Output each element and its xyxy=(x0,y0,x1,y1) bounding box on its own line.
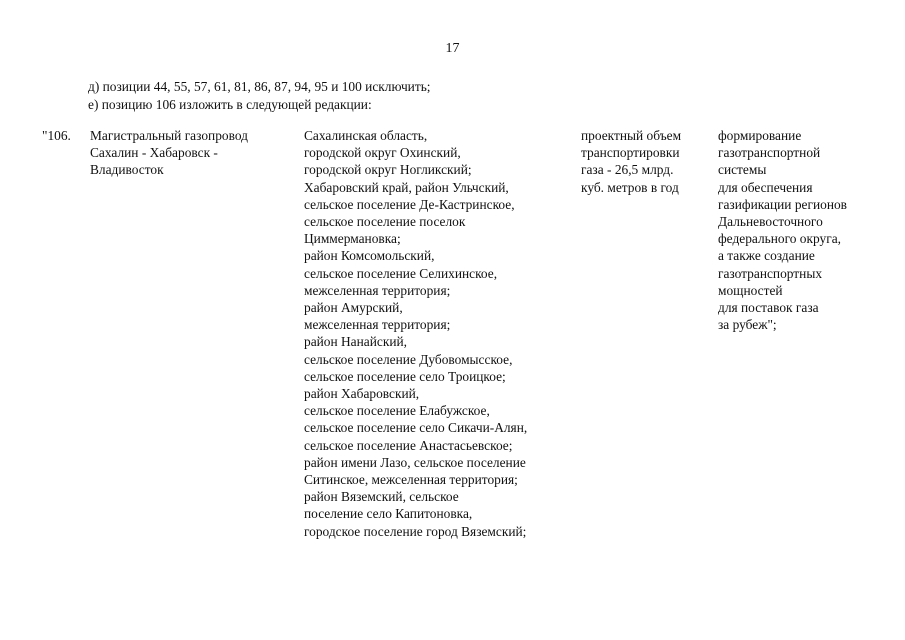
entry-location-line: район Хабаровский, xyxy=(304,386,420,402)
entry-location-line: Циммермановка; xyxy=(304,231,401,247)
entry-location-line: сельское поселение Де-Кастринское, xyxy=(304,196,515,212)
entry-location-line: сельское поселение Селихинское, xyxy=(304,265,498,281)
entry-capacity-line: проектный объем xyxy=(581,128,682,143)
entry-capacity-line: газа - 26,5 млрд. xyxy=(581,162,674,178)
entry-name-line: Сахалин - Хабаровск - xyxy=(90,145,218,161)
entry-purpose-line: газотранспортной xyxy=(718,145,821,161)
entry-purpose-line: для поставок газа xyxy=(718,300,819,316)
entry-capacity-line: транспортировки xyxy=(581,145,680,161)
entry-location-line: межселенная территория; xyxy=(304,282,451,298)
entry-location-line: Ситинское, межселенная территория; xyxy=(304,472,518,488)
entry-purpose-line: газификации регионов xyxy=(718,196,848,212)
entry-purpose-line: формирование xyxy=(718,128,802,143)
entry-purpose-column xyxy=(718,127,847,333)
entry-location-line: городской округ Охинский, xyxy=(304,145,461,161)
entry-location-line: сельское поселение село Троицкое; xyxy=(304,368,506,384)
entry-location-line: межселенная территория; xyxy=(304,317,451,333)
entry-location-line: район Нанайский, xyxy=(304,334,408,350)
entry-name-line: Владивосток xyxy=(90,162,164,178)
entry-location-line: Сахалинская область, xyxy=(304,128,428,143)
entry-capacity-column xyxy=(581,127,681,196)
entry-location-line: городское поселение город Вяземский; xyxy=(304,523,527,539)
entry-location-line: район Вяземский, сельское xyxy=(304,489,459,505)
entry-purpose-line: Дальневосточного xyxy=(718,214,823,230)
intro-item-d: д) позиции 44, 55, 57, 61, 81, 86, 87, 94, 95 и 100 исключить; xyxy=(88,79,431,94)
entry-number: "106. xyxy=(42,128,71,143)
entry-location-column xyxy=(304,127,527,540)
intro-item-e: е) позицию 106 изложить в следующей редакции: xyxy=(88,97,372,112)
entry-purpose-line: для обеспечения xyxy=(718,179,813,195)
entry-location-line: сельское поселение Анастасьевское; xyxy=(304,437,513,453)
entry-purpose-line: газотранспортных xyxy=(718,265,823,281)
entry-purpose-line: а также создание xyxy=(718,248,815,264)
entry-location-line: сельское поселение село Сикачи-Алян, xyxy=(304,420,528,436)
entry-name-line: Магистральный газопровод xyxy=(90,128,248,143)
entry-location-line: городской округ Ногликский; xyxy=(304,162,472,178)
entry-location-line: поселение село Капитоновка, xyxy=(304,506,473,522)
entry-purpose-line: мощностей xyxy=(718,282,783,298)
entry-location-line: район Амурский, xyxy=(304,300,403,316)
entry-location-line: район Комсомольский, xyxy=(304,248,435,264)
entry-location-line: район имени Лазо, сельское поселение xyxy=(304,454,526,470)
entry-location-line: сельское поселение поселок xyxy=(304,214,466,230)
entry-location-line: сельское поселение Дубовомысское, xyxy=(304,351,513,367)
entry-purpose-line: системы xyxy=(718,162,767,178)
entry-name-column xyxy=(90,127,248,179)
entry-purpose-line: за рубеж"; xyxy=(718,317,777,333)
entry-purpose-line: федерального округа, xyxy=(718,231,842,247)
entry-capacity-line: куб. метров в год xyxy=(581,179,679,195)
page-number: 17 xyxy=(445,41,460,56)
entry-location-line: Хабаровский край, район Ульчский, xyxy=(304,179,509,195)
entry-location-line: сельское поселение Елабужское, xyxy=(304,403,490,419)
